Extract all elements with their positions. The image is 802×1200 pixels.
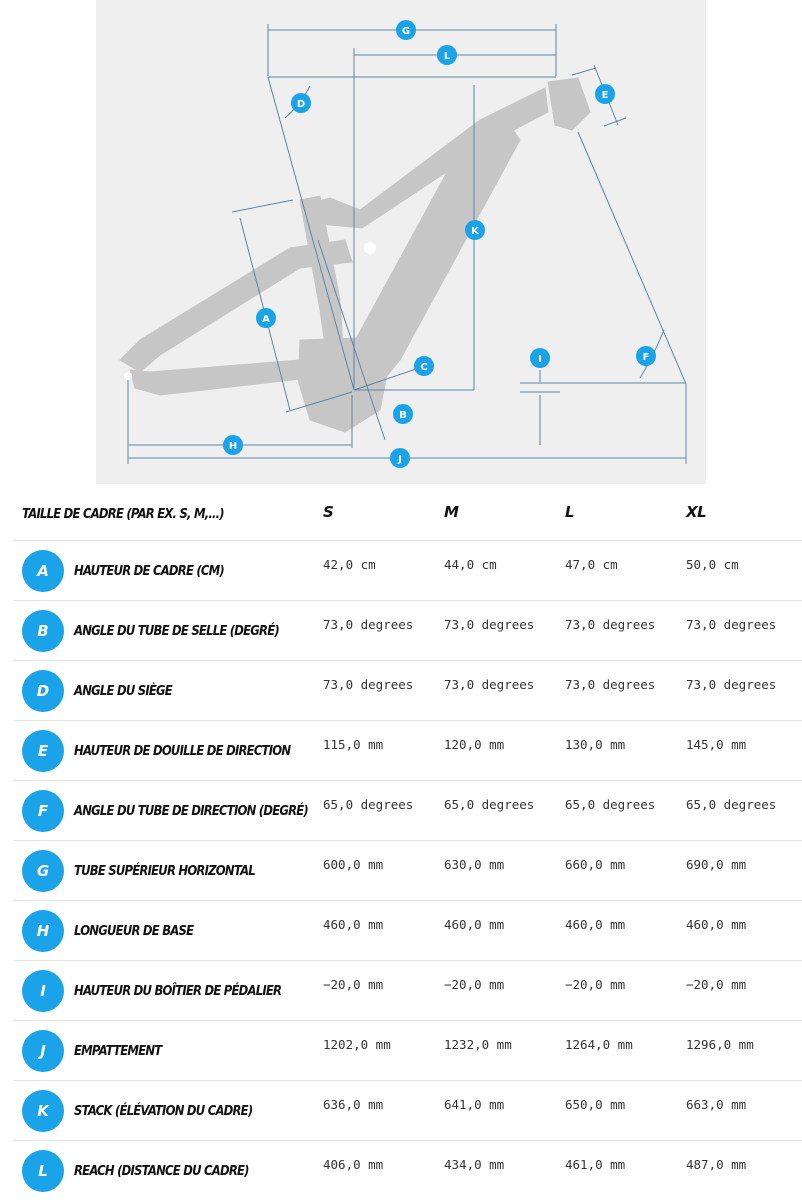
value-cell-l: 460,0 mm — [556, 900, 677, 960]
value-cell-s: 73,0 degrees — [314, 660, 435, 720]
header-size-xl: XL — [686, 503, 707, 522]
value-cell-l: 650,0 mm — [556, 1080, 677, 1140]
table-row-top-tube — [0, 840, 802, 900]
row-label-cell — [0, 660, 314, 720]
value-cell-s: 636,0 mm — [314, 1080, 435, 1140]
measure-letter-badge: G — [22, 850, 64, 892]
bike-frame-silhouette — [120, 78, 590, 432]
table-row-head-tube-angle — [0, 780, 802, 840]
value-cell-l: 660,0 mm — [556, 840, 677, 900]
marker-j — [390, 448, 410, 468]
svg-text:C: C — [420, 362, 428, 373]
value-cell-m: 460,0 mm — [435, 900, 556, 960]
value-cell-l: −20,0 mm — [556, 960, 677, 1020]
value-cell-s: 42,0 cm — [314, 540, 435, 600]
header-size-l: L — [565, 503, 575, 522]
measure-letter-badge: B — [22, 610, 64, 652]
header-frame-size-label: TAILLE DE CADRE (PAR EX. S, M,...) — [22, 505, 224, 522]
marker-d — [291, 93, 311, 113]
measure-letter-badge: K — [22, 1090, 64, 1132]
value-cell-l: 1264,0 mm — [556, 1020, 677, 1080]
frame-diagram-svg — [96, 0, 706, 484]
value-cell-l: 47,0 cm — [556, 540, 677, 600]
marker-f — [636, 346, 656, 366]
row-label-cell — [0, 600, 314, 660]
value-cell-l: 461,0 mm — [556, 1140, 677, 1200]
header-size-s: S — [314, 484, 435, 540]
marker-k — [465, 220, 485, 240]
row-label: ANGLE DU SIÈGE — [74, 682, 172, 699]
value-cell-s: 73,0 degrees — [314, 600, 435, 660]
svg-text:E: E — [601, 90, 609, 101]
row-label-cell — [0, 720, 314, 780]
value-cell-m: −20,0 mm — [435, 960, 556, 1020]
svg-text:J: J — [398, 454, 402, 465]
table-row-seat-angle — [0, 660, 802, 720]
row-label-cell — [0, 1140, 314, 1200]
row-label-cell — [0, 960, 314, 1020]
value-cell-l: 65,0 degrees — [556, 780, 677, 840]
value-cell-m: 434,0 mm — [435, 1140, 556, 1200]
row-label: TUBE SUPÉRIEUR HORIZONTAL — [74, 862, 255, 879]
svg-text:K: K — [471, 226, 479, 237]
svg-text:I: I — [538, 354, 542, 365]
value-cell-l: 73,0 degrees — [556, 600, 677, 660]
value-cell-xl: 1296,0 mm — [677, 1020, 802, 1080]
row-label: HAUTEUR DE CADRE (CM) — [74, 562, 224, 579]
measure-letter-badge: J — [22, 1030, 64, 1072]
svg-text:F: F — [642, 352, 650, 363]
row-label-cell — [0, 1080, 314, 1140]
row-label: REACH (DISTANCE DU CADRE) — [74, 1162, 249, 1179]
row-label: LONGUEUR DE BASE — [74, 922, 194, 939]
value-cell-s: 65,0 degrees — [314, 780, 435, 840]
measure-letter-badge: L — [22, 1150, 64, 1192]
row-label-cell — [0, 900, 314, 960]
table-row-head-tube-height — [0, 720, 802, 780]
svg-text:G: G — [401, 26, 411, 37]
row-label-cell — [0, 1020, 314, 1080]
value-cell-m: 73,0 degrees — [435, 600, 556, 660]
value-cell-xl: 65,0 degrees — [677, 780, 802, 840]
row-label: EMPATTEMENT — [74, 1042, 162, 1059]
row-label: HAUTEUR DU BOÎTIER DE PÉDALIER — [74, 982, 282, 999]
measure-letter-badge: E — [22, 730, 64, 772]
row-label-cell — [0, 840, 314, 900]
svg-text:A: A — [262, 314, 270, 325]
marker-h — [223, 435, 243, 455]
table-row-reach — [0, 1140, 802, 1200]
measure-letter-badge: F — [22, 790, 64, 832]
measure-letter-badge: I — [22, 970, 64, 1012]
measure-letter-badge: A — [22, 550, 64, 592]
svg-text:H: H — [228, 441, 238, 452]
value-cell-s: 1202,0 mm — [314, 1020, 435, 1080]
value-cell-s: 115,0 mm — [314, 720, 435, 780]
value-cell-s: 460,0 mm — [314, 900, 435, 960]
value-cell-s: −20,0 mm — [314, 960, 435, 1020]
svg-text:B: B — [399, 410, 407, 421]
row-label-cell — [0, 540, 314, 600]
row-label: HAUTEUR DE DOUILLE DE DIRECTION — [74, 742, 291, 759]
value-cell-l: 73,0 degrees — [556, 660, 677, 720]
value-cell-xl: 690,0 mm — [677, 840, 802, 900]
table-row-bb-drop — [0, 960, 802, 1020]
marker-i — [530, 348, 550, 368]
value-cell-xl: 50,0 cm — [677, 540, 802, 600]
table-row-wheelbase — [0, 1020, 802, 1080]
value-cell-xl: 487,0 mm — [677, 1140, 802, 1200]
table-row-seat-tube-angle — [0, 600, 802, 660]
marker-g — [396, 20, 416, 40]
marker-l — [437, 45, 457, 65]
value-cell-m: 1232,0 mm — [435, 1020, 556, 1080]
marker-e — [595, 84, 615, 104]
table-header-row — [0, 484, 802, 540]
header-size-m: M — [444, 503, 459, 522]
value-cell-s: 406,0 mm — [314, 1140, 435, 1200]
value-cell-l: 130,0 mm — [556, 720, 677, 780]
row-label: ANGLE DU TUBE DE SELLE (DEGRÉ) — [74, 622, 279, 639]
svg-text:D: D — [296, 99, 306, 110]
row-label-cell — [0, 780, 314, 840]
value-cell-xl: 145,0 mm — [677, 720, 802, 780]
value-cell-m: 44,0 cm — [435, 540, 556, 600]
value-cell-xl: 460,0 mm — [677, 900, 802, 960]
value-cell-m: 65,0 degrees — [435, 780, 556, 840]
measure-letter-badge: H — [22, 910, 64, 952]
value-cell-xl: −20,0 mm — [677, 960, 802, 1020]
row-label: STACK (ÉLÉVATION DU CADRE) — [74, 1102, 253, 1119]
value-cell-m: 641,0 mm — [435, 1080, 556, 1140]
marker-b — [393, 404, 413, 424]
marker-c — [414, 356, 434, 376]
value-cell-m: 630,0 mm — [435, 840, 556, 900]
measure-letter-badge: D — [22, 670, 64, 712]
value-cell-xl: 73,0 degrees — [677, 660, 802, 720]
geometry-table — [0, 484, 802, 1200]
table-row-frame-height — [0, 540, 802, 600]
value-cell-m: 73,0 degrees — [435, 660, 556, 720]
marker-a — [256, 308, 276, 328]
value-cell-xl: 663,0 mm — [677, 1080, 802, 1140]
svg-text:L: L — [443, 51, 451, 62]
value-cell-s: 600,0 mm — [314, 840, 435, 900]
table-row-stack — [0, 1080, 802, 1140]
value-cell-m: 120,0 mm — [435, 720, 556, 780]
table-row-chainstay-length — [0, 900, 802, 960]
value-cell-xl: 73,0 degrees — [677, 600, 802, 660]
row-label: ANGLE DU TUBE DE DIRECTION (DEGRÉ) — [74, 802, 308, 819]
frame-geometry-diagram — [96, 0, 706, 484]
